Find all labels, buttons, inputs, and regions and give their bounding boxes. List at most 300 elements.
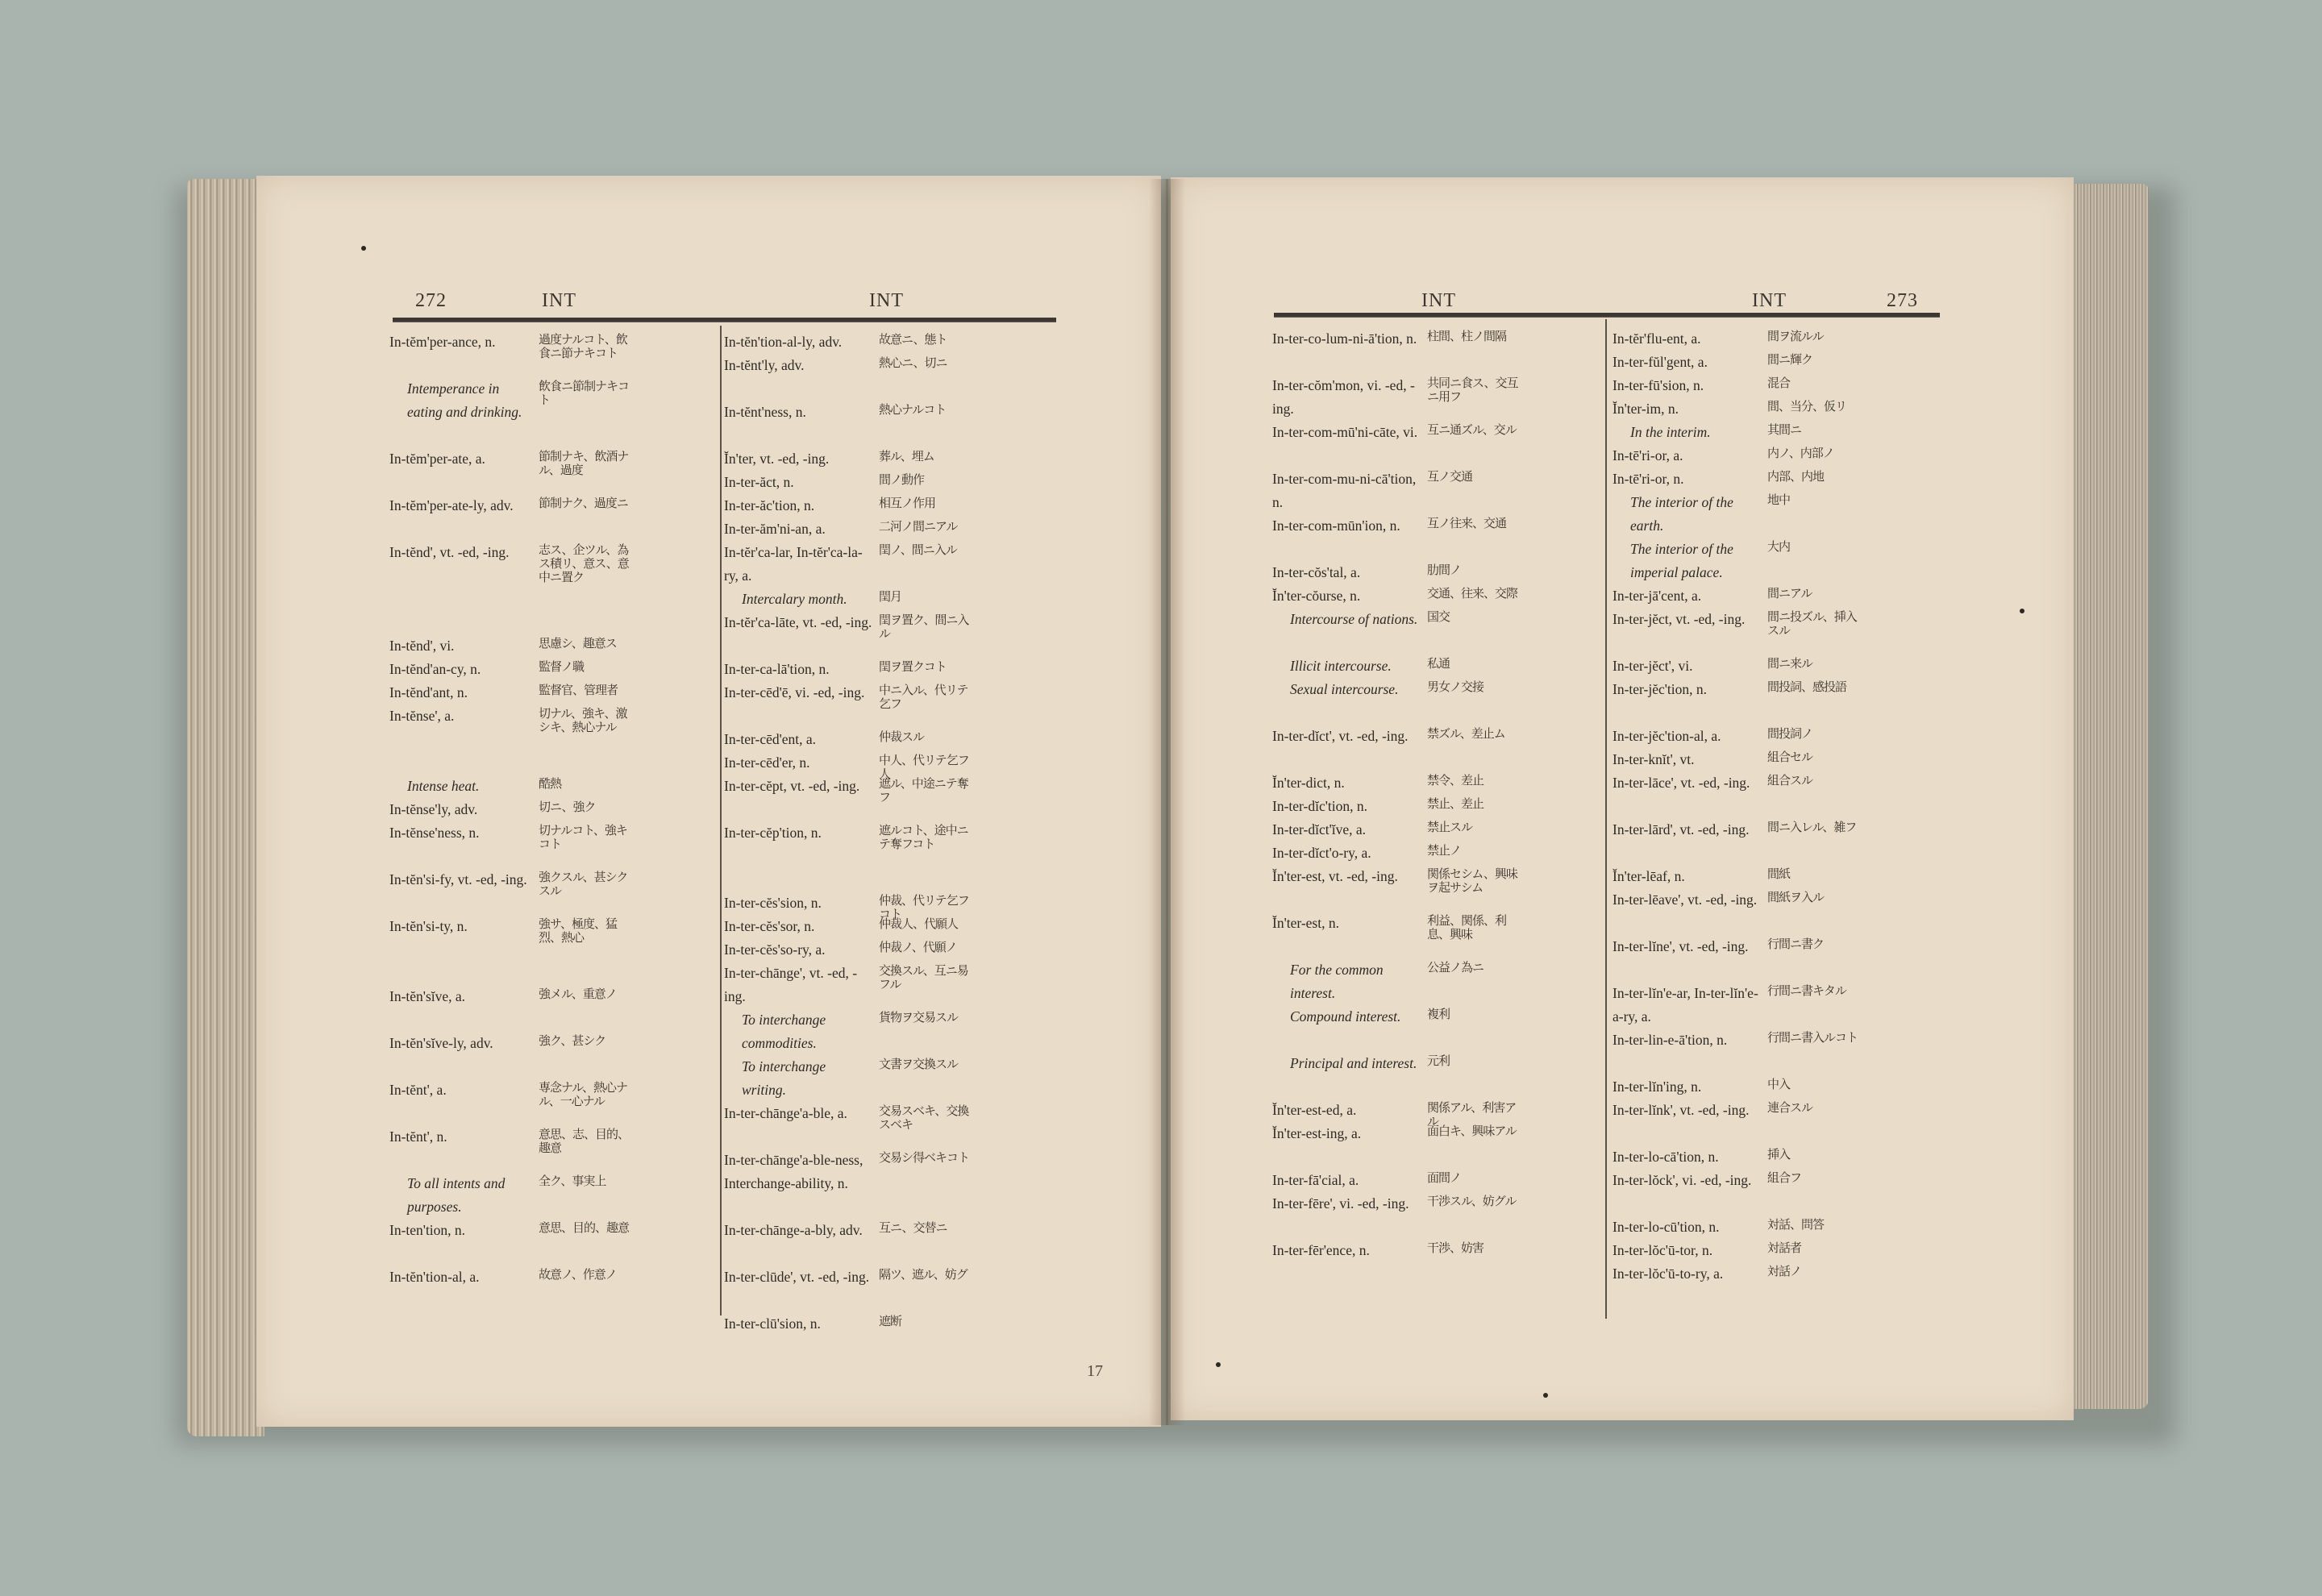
entry-headword: In-ter-lēave', vt. -ed, -ing. xyxy=(1612,892,1758,908)
entry-headword: In-ter-dĭct'ĭve, a. xyxy=(1272,821,1367,837)
entry-headword: For the common interest. xyxy=(1290,962,1384,1001)
dictionary-entry xyxy=(1272,771,1595,795)
dictionary-entry xyxy=(1272,1099,1595,1128)
dictionary-entry xyxy=(1272,468,1595,514)
entry-translation: 貨物ヲ交易スル xyxy=(879,1012,959,1025)
dictionary-entry xyxy=(1612,1075,1943,1099)
entry-translation: 文書ヲ交換スル xyxy=(879,1058,959,1071)
entry-headword: In-tĕnse', a. xyxy=(389,708,455,724)
entry-translation: 対話、問答 xyxy=(1767,1219,1825,1232)
dictionary-entry xyxy=(1612,1029,1943,1075)
entry-translation: 葬ル、埋ム xyxy=(879,451,934,463)
dictionary-entry xyxy=(1612,865,1943,888)
dictionary-entry xyxy=(1272,818,1595,842)
entry-translation: 男女ノ交接 xyxy=(1427,681,1484,694)
entry-headword: In-ter-cĕpt, vt. -ed, -ing. xyxy=(724,778,860,794)
entry-translation: 遮ルコト、途中ニテ奪フコト xyxy=(879,825,968,851)
dictionary-entry xyxy=(389,447,712,494)
dictionary-entry xyxy=(389,985,712,1032)
entry-translation: 監督官、管理者 xyxy=(539,684,618,697)
dictionary-entry xyxy=(1612,1216,1943,1239)
entry-translation: 強メル、重意ノ xyxy=(539,988,617,1001)
left-page-column-1 xyxy=(389,330,712,1289)
dictionary-entry xyxy=(1612,468,1943,491)
entry-translation: 交易スベキ、交換スベキ xyxy=(879,1105,969,1132)
entry-translation: 遮断 xyxy=(879,1315,902,1328)
dictionary-entry xyxy=(389,798,712,821)
entry-translation: 故意ノ、作意ノ xyxy=(539,1269,617,1282)
entry-translation: 志ス、企ツル、為ス積リ、意ス、意中ニ置ク xyxy=(539,544,629,584)
entry-headword: In-ten'tion, n. xyxy=(389,1222,466,1238)
entry-translation: 閏ヲ置ク、間ニ入ル xyxy=(879,614,969,641)
entry-headword: In-ter-lārd', vt. -ed, -ing. xyxy=(1612,821,1750,837)
right-header-rule xyxy=(1274,313,1940,318)
entry-translation: 公益ノ為ニ xyxy=(1427,962,1484,975)
entry-translation: 組合フ xyxy=(1767,1172,1802,1185)
dictionary-entry xyxy=(724,330,1063,354)
entry-headword: In-ter-ăct, n. xyxy=(724,474,794,490)
dictionary-entry xyxy=(389,330,712,377)
dictionary-entry xyxy=(389,494,712,541)
entry-translation: 仲裁スル xyxy=(879,731,925,744)
dictionary-entry xyxy=(389,541,712,634)
entry-headword: In-ter-cĕs'so-ry, a. xyxy=(724,941,826,958)
dictionary-entry xyxy=(724,494,1063,517)
entry-translation: 交通、往来、交際 xyxy=(1427,588,1518,601)
dictionary-entry xyxy=(724,471,1063,494)
entry-headword: Ĭn'ter-im, n. xyxy=(1612,401,1679,417)
entry-translation: 監督ノ職 xyxy=(539,661,585,674)
entry-headword: Ĭn'ter-lēaf, n. xyxy=(1612,868,1685,884)
dictionary-entry xyxy=(1612,1099,1943,1145)
dictionary-entry xyxy=(1272,584,1595,608)
left-page-number: 272 xyxy=(415,290,447,311)
dictionary-entry xyxy=(1612,888,1943,935)
entry-headword: Compound interest. xyxy=(1290,1008,1401,1025)
entry-headword: In-tĕm'per-ance, n. xyxy=(389,334,496,350)
entry-translation: 挿入 xyxy=(1767,1149,1791,1162)
ink-speck xyxy=(1543,1393,1548,1398)
left-running-head-2: INT xyxy=(869,290,904,311)
dictionary-entry xyxy=(1612,538,1943,584)
entry-translation: 間ニ投ズル、挿入スル xyxy=(1767,611,1857,638)
dictionary-entry xyxy=(724,681,1063,728)
entry-translation: 共同ニ食ス、交互ニ用フ xyxy=(1427,377,1518,404)
dictionary-entry xyxy=(1272,1005,1595,1052)
entry-translation: 混合 xyxy=(1767,377,1791,390)
dictionary-entry xyxy=(1612,584,1943,608)
dictionary-entry xyxy=(724,775,1063,821)
entry-headword: In-tĕr'flu-ent, a. xyxy=(1612,330,1701,347)
dictionary-entry xyxy=(724,1055,1063,1102)
entry-translation: 切ナルコト、強キコト xyxy=(539,825,627,851)
entry-translation: 間ノ動作 xyxy=(879,474,925,487)
entry-headword: In-tĕn'sĭve, a. xyxy=(389,988,466,1004)
page-edges-right xyxy=(2064,184,2149,1409)
entry-translation: 全ク、事実上 xyxy=(539,1175,606,1188)
ink-speck xyxy=(2020,609,2024,613)
entry-headword: In the interim. xyxy=(1630,424,1711,440)
entry-headword: In-ter-lo-cā'tion, n. xyxy=(1612,1149,1719,1165)
dictionary-entry xyxy=(724,541,1063,588)
entry-translation: 仲裁ノ、代願ノ xyxy=(879,941,957,954)
dictionary-entry xyxy=(1272,561,1595,584)
entry-translation: 連合スル xyxy=(1767,1102,1813,1115)
entry-headword: In-ter-lo-cū'tion, n. xyxy=(1612,1219,1720,1235)
dictionary-entry xyxy=(1612,935,1943,982)
entry-translation: 間ニ入レル、雑フ xyxy=(1767,821,1857,834)
entry-headword: In-ter-cĕs'sor, n. xyxy=(724,918,815,934)
left-running-head-1: INT xyxy=(542,290,576,311)
entry-translation: 禁令、差止 xyxy=(1427,775,1484,788)
dictionary-entry xyxy=(1272,327,1595,374)
entry-headword: In-tĕnt', a. xyxy=(389,1082,447,1098)
entry-headword: In-tĕn'si-fy, vt. -ed, -ing. xyxy=(389,871,527,887)
entry-translation: 間ニ来ル xyxy=(1767,658,1813,671)
entry-translation: 交易シ得ベキコト xyxy=(879,1152,970,1165)
entry-translation: 節制ナク、過度ニ xyxy=(539,497,628,510)
dictionary-entry xyxy=(1612,818,1943,865)
entry-translation: 大内 xyxy=(1767,541,1791,554)
entry-translation: 行間ニ書キタル xyxy=(1767,985,1846,998)
dictionary-entry xyxy=(1612,421,1943,444)
entry-translation: 行間ニ書ク xyxy=(1767,938,1825,951)
dictionary-entry xyxy=(1612,748,1943,771)
entry-translation: 互ニ、交替ニ xyxy=(879,1222,947,1235)
entry-headword: In-ter-lĭn'ing, n. xyxy=(1612,1079,1702,1095)
entry-translation: 複利 xyxy=(1427,1008,1450,1021)
entry-headword: In-ter-fū'sion, n. xyxy=(1612,377,1704,393)
entry-headword: The interior of the earth. xyxy=(1630,494,1733,534)
dictionary-entry xyxy=(1272,1192,1595,1239)
entry-translation: 中ニ入ル、代リテ乞フ xyxy=(879,684,968,711)
entry-translation: 内部、内地 xyxy=(1767,471,1825,484)
dictionary-entry xyxy=(389,1172,712,1219)
entry-translation: 禁止ノ xyxy=(1427,845,1462,858)
entry-headword: In-ter-chānge'a-ble-ness, Interchange-ability, n. xyxy=(724,1152,863,1191)
entry-headword: Ĭn'ter-dict, n. xyxy=(1272,775,1345,791)
entry-translation: 其間ニ xyxy=(1767,424,1802,437)
entry-translation: 遮ル、中途ニテ奪フ xyxy=(879,778,968,804)
dictionary-entry xyxy=(1612,1262,1943,1286)
dictionary-entry xyxy=(1612,491,1943,538)
entry-headword: Illicit intercourse. xyxy=(1290,658,1392,674)
dictionary-entry xyxy=(389,868,712,915)
entry-headword: In-ter-fā'cial, a. xyxy=(1272,1172,1359,1188)
entry-headword: In-ter-jā'cent, a. xyxy=(1612,588,1702,604)
entry-headword: In-tĕr'ca-lar, In-tĕr'ca-la-ry, a. xyxy=(724,544,863,584)
entry-headword: In-ter-lĭne', vt. -ed, -ing. xyxy=(1612,938,1749,954)
dictionary-entry xyxy=(724,821,1063,892)
dictionary-entry xyxy=(389,658,712,681)
entry-headword: In-ter-cēd'er, n. xyxy=(724,754,810,771)
right-page-column-1 xyxy=(1272,327,1595,1286)
entry-headword: In-tē'ri-or, n. xyxy=(1612,471,1684,487)
entry-translation: 対話ノ xyxy=(1767,1266,1802,1278)
entry-headword: In-ter-dĭc'tion, n. xyxy=(1272,798,1367,814)
entry-translation: 飲食ニ節制ナキコト xyxy=(539,380,630,407)
entry-translation: 互ニ通ズル、交ル xyxy=(1427,424,1517,437)
dictionary-entry xyxy=(1612,374,1943,397)
entry-translation: 強ク、甚シク xyxy=(539,1035,606,1048)
entry-translation: 地中 xyxy=(1767,494,1791,507)
entry-headword: In-ter-cēd'ē, vi. -ed, -ing. xyxy=(724,684,865,700)
dictionary-entry xyxy=(389,1079,712,1125)
entry-headword: In-ter-lin-e-ā'tion, n. xyxy=(1612,1032,1728,1048)
entry-translation: 過度ナルコト、飲食ニ節ナキコト xyxy=(539,334,627,360)
entry-headword: Ĭn'ter-cŏurse, n. xyxy=(1272,588,1361,604)
entry-translation: 組合スル xyxy=(1767,775,1813,788)
dictionary-entry xyxy=(724,962,1063,1008)
entry-translation: 中入 xyxy=(1767,1079,1791,1091)
entry-headword: In-tĕnse'ly, adv. xyxy=(389,801,478,817)
dictionary-entry xyxy=(389,775,712,798)
entry-translation: 間投詞、感投語 xyxy=(1767,681,1847,694)
entry-translation: 間ヲ流ルル xyxy=(1767,330,1824,343)
entry-headword: In-tĕn'sĭve-ly, adv. xyxy=(389,1035,493,1051)
entry-translation: 干渉スル、妨グル xyxy=(1427,1195,1517,1208)
dictionary-entry xyxy=(1612,678,1943,725)
entry-headword: In-ter-jĕct', vi. xyxy=(1612,658,1693,674)
dictionary-entry xyxy=(1612,725,1943,748)
entry-translation: 私通 xyxy=(1427,658,1450,671)
entry-translation: 利益、関係、利息、興味 xyxy=(1427,915,1507,941)
entry-headword: In-ter-chānge-a-bly, adv. xyxy=(724,1222,863,1238)
entry-translation: 中人、代リテ乞フ人 xyxy=(879,754,969,781)
entry-headword: In-ter-lāce', vt. -ed, -ing. xyxy=(1612,775,1750,791)
entry-translation: 仲裁、代リテ乞フコト xyxy=(879,895,969,921)
dictionary-entry xyxy=(389,704,712,775)
entry-translation: 間ニアル xyxy=(1767,588,1812,601)
entry-headword: The interior of the imperial palace. xyxy=(1630,541,1733,580)
entry-translation: 干渉、妨害 xyxy=(1427,1242,1484,1255)
left-column-rule xyxy=(720,326,722,1315)
entry-headword: In-tĕnd'an-cy, n. xyxy=(389,661,481,677)
dictionary-entry xyxy=(1612,327,1943,351)
dictionary-entry xyxy=(389,1219,712,1266)
entry-translation: 強クスル、甚シクスル xyxy=(539,871,628,898)
entry-headword: In-ter-jĕct, vt. -ed, -ing. xyxy=(1612,611,1746,627)
ink-speck xyxy=(361,246,366,251)
entry-headword: Intense heat. xyxy=(407,778,480,794)
dictionary-entry xyxy=(724,1219,1063,1266)
dictionary-entry xyxy=(724,517,1063,541)
page-edges-left xyxy=(187,179,264,1436)
entry-translation: 間、当分、仮リ xyxy=(1767,401,1847,414)
entry-translation: 意思、志、目的、趣意 xyxy=(539,1128,630,1155)
entry-translation: 閏ヲ置クコト xyxy=(879,661,947,674)
dictionary-entry xyxy=(1612,351,1943,374)
entry-headword: Principal and interest. xyxy=(1290,1055,1417,1071)
dictionary-entry xyxy=(1612,1169,1943,1216)
entry-headword: Intercourse of nations. xyxy=(1290,611,1418,627)
dictionary-entry xyxy=(389,681,712,704)
entry-headword: Intercalary month. xyxy=(742,591,847,607)
right-running-head-1: INT xyxy=(1421,290,1456,311)
entry-headword: In-ter-lŏck', vi. -ed, -ing. xyxy=(1612,1172,1752,1188)
dictionary-entry xyxy=(1272,1122,1595,1169)
entry-translation: 切ナル、強キ、激シキ、熱心ナル xyxy=(539,708,627,734)
dictionary-entry xyxy=(724,1102,1063,1149)
dictionary-entry xyxy=(389,821,712,868)
entry-translation: 熱心ニ、切ニ xyxy=(879,357,947,370)
entry-translation: 専念ナル、熱心ナル、一心ナル xyxy=(539,1082,628,1108)
book-gutter xyxy=(1149,179,1185,1425)
signature-mark: 17 xyxy=(1087,1362,1103,1380)
entry-headword: In-tē'ri-or, a. xyxy=(1612,447,1683,463)
dictionary-entry xyxy=(389,915,712,985)
entry-translation: 酷熱 xyxy=(539,778,562,791)
dictionary-entry xyxy=(1272,842,1595,865)
entry-headword: In-ter-lŏc'ū-tor, n. xyxy=(1612,1242,1713,1258)
entry-headword: In-ter-ca-lā'tion, n. xyxy=(724,661,830,677)
entry-translation: 禁ズル、差止ム xyxy=(1427,728,1505,741)
entry-translation: 間投詞ノ xyxy=(1767,728,1813,741)
entry-headword: In-ter-jĕc'tion-al, a. xyxy=(1612,728,1721,744)
entry-translation: 二河ノ間ニアル xyxy=(879,521,958,534)
entry-headword: In-tĕnt'ly, adv. xyxy=(724,357,805,373)
entry-translation: 交換スル、互ニ易フル xyxy=(879,965,968,991)
dictionary-entry xyxy=(1272,514,1595,561)
dictionary-entry xyxy=(1272,1052,1595,1099)
entry-headword: In-ter-cēd'ent, a. xyxy=(724,731,817,747)
dictionary-entry xyxy=(1272,865,1595,912)
dictionary-entry xyxy=(1272,912,1595,958)
entry-translation: 強サ、極度、猛烈、熱心 xyxy=(539,918,617,945)
dictionary-entry xyxy=(724,892,1063,921)
entry-headword: Ĭn'ter, vt. -ed, -ing. xyxy=(724,451,830,467)
entry-translation: 仲裁人、代願人 xyxy=(879,918,959,931)
entry-translation: 元利 xyxy=(1427,1055,1450,1068)
dictionary-entry xyxy=(1272,608,1595,655)
entry-headword: In-ter-cĕs'sion, n. xyxy=(724,895,822,911)
entry-headword: In-ter-chānge', vt. -ed, -ing. xyxy=(724,965,858,1004)
dictionary-entry xyxy=(389,1032,712,1079)
dictionary-entry xyxy=(389,1125,712,1172)
entry-headword: In-ter-dĭct', vt. -ed, -ing. xyxy=(1272,728,1409,744)
entry-headword: In-tĕnt'ness, n. xyxy=(724,404,806,420)
entry-headword: Intemperance in eating and drinking. xyxy=(407,380,522,420)
entry-translation: 組合セル xyxy=(1767,751,1813,764)
entry-translation: 面間ノ xyxy=(1427,1172,1462,1185)
entry-headword: In-tĕnt', n. xyxy=(389,1128,447,1145)
dictionary-entry xyxy=(724,1149,1063,1219)
dictionary-entry xyxy=(1612,771,1943,818)
dictionary-entry xyxy=(724,658,1063,681)
entry-headword: In-ter-co-lum-ni-ā'tion, n. xyxy=(1272,330,1417,347)
entry-headword: Ĭn'ter-est-ed, a. xyxy=(1272,1102,1357,1118)
dictionary-entry xyxy=(1612,982,1943,1029)
entry-translation: 互ノ交通 xyxy=(1427,471,1473,484)
dictionary-entry xyxy=(1272,1169,1595,1192)
entry-translation: 間ニ輝ク xyxy=(1767,354,1813,367)
right-page-column-2 xyxy=(1612,327,1943,1286)
dictionary-entry xyxy=(724,611,1063,658)
entry-translation: 切ニ、強ク xyxy=(539,801,596,814)
dictionary-entry xyxy=(1612,1239,1943,1262)
entry-translation: 肋間ノ xyxy=(1427,564,1462,577)
dictionary-entry xyxy=(1272,958,1595,1005)
entry-headword: In-ter-com-mu-ni-cā'tion, n. xyxy=(1272,471,1417,510)
entry-headword: In-ter-lŏc'ū-to-ry, a. xyxy=(1612,1266,1724,1282)
entry-headword: In-ter-knĭt', vt. xyxy=(1612,751,1695,767)
entry-translation: 互ノ往来、交通 xyxy=(1427,517,1507,530)
dictionary-entry xyxy=(1612,1145,1943,1169)
entry-translation: 節制ナキ、飲酒ナル、過度 xyxy=(539,451,629,477)
entry-translation: 行間ニ書入ルコト xyxy=(1767,1032,1858,1045)
entry-translation: 内ノ、内部ノ xyxy=(1767,447,1834,460)
entry-translation: 関係セシム、興味ヲ起サシム xyxy=(1427,868,1517,895)
entry-headword: In-ter-fēr'ence, n. xyxy=(1272,1242,1370,1258)
dictionary-entry xyxy=(724,728,1063,751)
dictionary-entry xyxy=(389,1266,712,1289)
entry-headword: In-tĕn'tion-al-ly, adv. xyxy=(724,334,843,350)
entry-headword: In-ter-cŏm'mon, vi. -ed, -ing. xyxy=(1272,377,1415,417)
dictionary-entry xyxy=(724,751,1063,781)
right-running-head-2: INT xyxy=(1752,290,1787,311)
dictionary-entry xyxy=(1272,1239,1595,1286)
entry-headword: In-ter-clū'sion, n. xyxy=(724,1315,821,1332)
entry-headword: In-ter-com-mū'ni-cāte, vi. xyxy=(1272,424,1418,440)
entry-headword: In-tĕnse'ness, n. xyxy=(389,825,480,841)
entry-headword: In-tĕnd', vi. xyxy=(389,638,455,654)
entry-headword: In-ter-chānge'a-ble, a. xyxy=(724,1105,847,1121)
left-header-rule xyxy=(393,318,1056,322)
left-page-column-2 xyxy=(724,330,1063,1336)
entry-headword: In-tĕm'per-ate, a. xyxy=(389,451,485,467)
dictionary-entry xyxy=(1272,421,1595,468)
entry-headword: In-tĕnd', vt. -ed, -ing. xyxy=(389,544,510,560)
entry-headword: To all intents and purposes. xyxy=(407,1175,506,1215)
dictionary-entry xyxy=(1612,397,1943,421)
entry-headword: To interchange commodities. xyxy=(742,1012,826,1051)
dictionary-entry xyxy=(724,1266,1063,1312)
entry-headword: In-tĕr'ca-lāte, vt. -ed, -ing. xyxy=(724,614,872,630)
dictionary-entry xyxy=(724,1008,1063,1055)
entry-translation: 故意ニ、態ト xyxy=(879,334,947,347)
entry-translation: 思慮シ、趣意ス xyxy=(539,638,617,650)
dictionary-entry xyxy=(1612,608,1943,655)
entry-headword: Ĭn'ter-est-ing, a. xyxy=(1272,1125,1362,1141)
dictionary-entry xyxy=(724,588,1063,611)
entry-translation: 隔ツ、遮ル、妨グ xyxy=(879,1269,968,1282)
dictionary-entry xyxy=(724,401,1063,447)
dictionary-entry xyxy=(389,377,712,447)
entry-headword: In-ter-dĭct'o-ry, a. xyxy=(1272,845,1371,861)
entry-headword: In-ter-ăm'ni-an, a. xyxy=(724,521,826,537)
dictionary-entry xyxy=(724,354,1063,401)
dictionary-entry xyxy=(724,938,1063,962)
entry-translation: 関係アル、利害アル xyxy=(1427,1102,1517,1128)
entry-headword: Ĭn'ter-est, n. xyxy=(1272,915,1339,931)
entry-translation: 禁止、差止 xyxy=(1427,798,1484,811)
dictionary-entry xyxy=(724,1312,1063,1336)
entry-translation: 対話者 xyxy=(1767,1242,1802,1255)
entry-translation: 間紙ヲ入ル xyxy=(1767,892,1825,904)
entry-headword: In-ter-fŭl'gent, a. xyxy=(1612,354,1708,370)
entry-translation: 禁止スル xyxy=(1427,821,1473,834)
entry-translation: 柱間、柱ノ間隔 xyxy=(1427,330,1507,343)
dictionary-entry xyxy=(1272,678,1595,725)
entry-headword: In-ter-cŏs'tal, a. xyxy=(1272,564,1361,580)
entry-translation: 閏ノ、間ニ入ル xyxy=(879,544,957,557)
dictionary-entry xyxy=(1612,655,1943,678)
entry-translation: 閏月 xyxy=(879,591,902,604)
dictionary-entry xyxy=(1612,444,1943,468)
entry-headword: In-tĕnd'ant, n. xyxy=(389,684,468,700)
dictionary-entry xyxy=(389,634,712,658)
right-page-number: 273 xyxy=(1887,290,1918,311)
